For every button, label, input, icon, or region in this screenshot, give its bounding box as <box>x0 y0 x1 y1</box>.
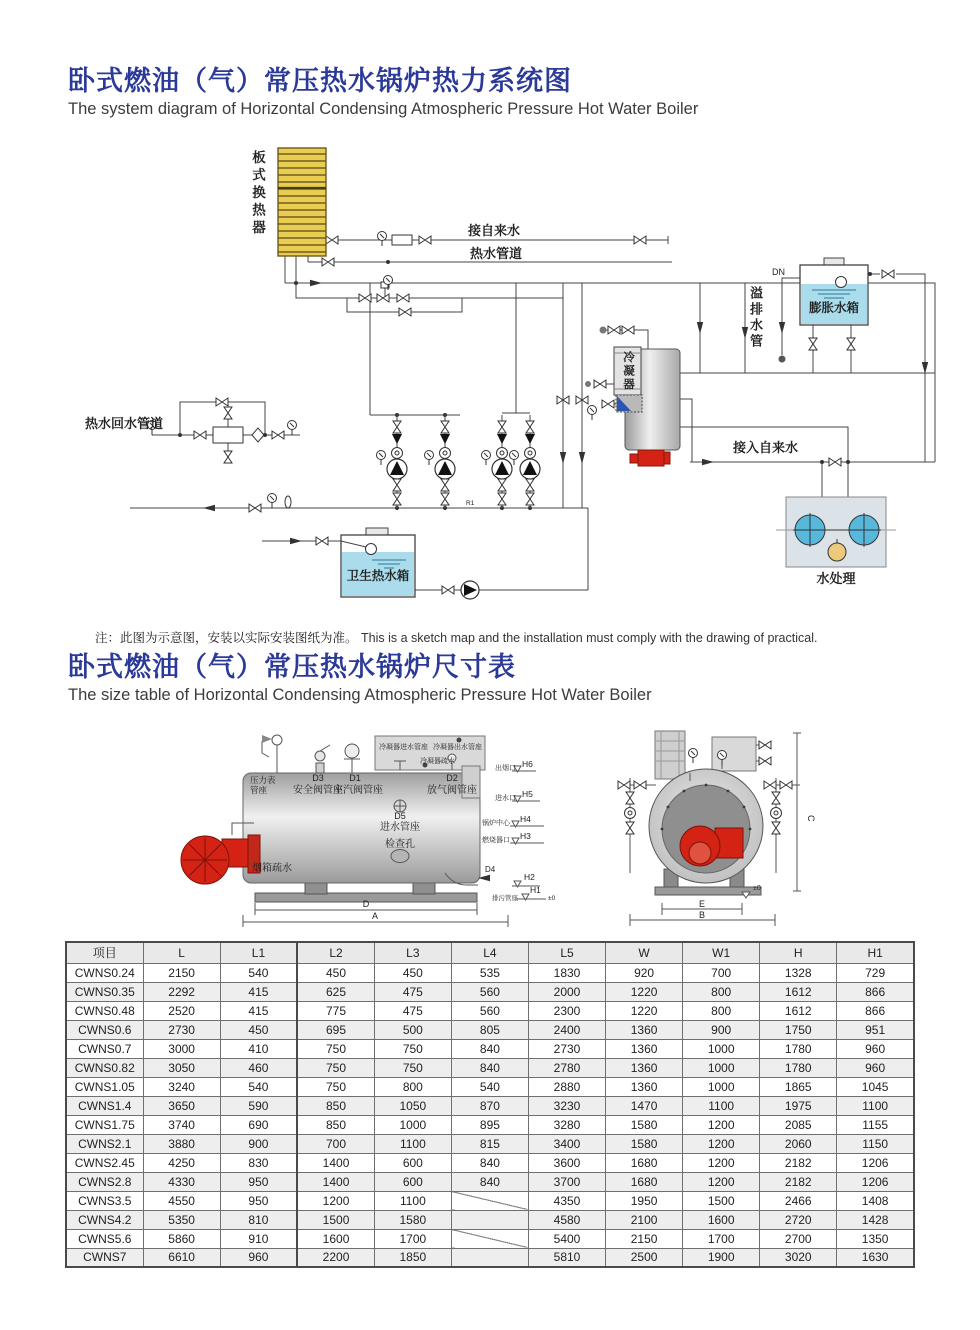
table-cell: 870 <box>451 1096 528 1115</box>
table-cell: 1100 <box>837 1096 914 1115</box>
table-header-row <box>66 942 914 963</box>
table-cell: 1206 <box>837 1172 914 1191</box>
table-cell: 3000 <box>143 1039 220 1058</box>
table-cell: 4330 <box>143 1172 220 1191</box>
table-cell: 1000 <box>374 1115 451 1134</box>
table-cell: 450 <box>220 1020 297 1039</box>
table-cell: 1580 <box>374 1210 451 1229</box>
table-cell: 951 <box>837 1020 914 1039</box>
table-cell: CWNS7 <box>66 1248 143 1267</box>
table-cell: 2100 <box>606 1210 683 1229</box>
table-cell: 3700 <box>528 1172 605 1191</box>
table-header-cell: L4 <box>451 942 528 963</box>
table-cell: 1328 <box>760 963 837 982</box>
table-cell: 4550 <box>143 1191 220 1210</box>
table-cell: 2500 <box>606 1248 683 1267</box>
label-d2: D2 <box>446 773 458 783</box>
table-cell: 750 <box>374 1039 451 1058</box>
table-cell: 3050 <box>143 1058 220 1077</box>
table-cell: 840 <box>451 1058 528 1077</box>
table-cell: 800 <box>683 982 760 1001</box>
table-cell: 3230 <box>528 1096 605 1115</box>
table-cell: 810 <box>220 1210 297 1229</box>
table-cell: 729 <box>837 963 914 982</box>
table-cell: 3280 <box>528 1115 605 1134</box>
table-cell: 2150 <box>606 1229 683 1248</box>
table-cell: 920 <box>606 963 683 982</box>
table-cell: 2700 <box>760 1229 837 1248</box>
table-cell: 625 <box>297 982 374 1001</box>
table-cell: 695 <box>297 1020 374 1039</box>
table-header-cell: W1 <box>683 942 760 963</box>
table-cell: 900 <box>683 1020 760 1039</box>
table-cell: 410 <box>220 1039 297 1058</box>
table-cell: 750 <box>297 1039 374 1058</box>
table-cell: 2880 <box>528 1077 605 1096</box>
table-cell: 535 <box>451 963 528 982</box>
table-cell: 775 <box>297 1001 374 1020</box>
table-cell: 1200 <box>683 1153 760 1172</box>
table-row <box>66 1153 914 1172</box>
table-cell: 1865 <box>760 1077 837 1096</box>
table-cell: 1155 <box>837 1115 914 1134</box>
table-cell: 815 <box>451 1134 528 1153</box>
table-header-cell: W <box>606 942 683 963</box>
table-cell: 840 <box>451 1153 528 1172</box>
table-cell: 1850 <box>374 1248 451 1267</box>
label-sanitary-tank: 卫生热水箱 <box>346 569 410 583</box>
label-h1: H1 <box>530 885 541 895</box>
table-cell: 1612 <box>760 982 837 1001</box>
label-plate-heat-exchanger: 板式换热器 <box>250 150 265 238</box>
label-expansion-tank: 膨胀水箱 <box>808 301 860 315</box>
table-cell: 600 <box>374 1153 451 1172</box>
burner-icon <box>630 450 670 466</box>
table-cell: 960 <box>837 1039 914 1058</box>
table-cell: 600 <box>374 1172 451 1191</box>
table-row <box>66 1077 914 1096</box>
label-smoke-outlet: 出烟口 <box>495 765 516 772</box>
table-cell: 840 <box>451 1039 528 1058</box>
table-cell: 1220 <box>606 982 683 1001</box>
table-cell: 2730 <box>143 1020 220 1039</box>
table-cell: 3740 <box>143 1115 220 1134</box>
table-cell: 2780 <box>528 1058 605 1077</box>
table-cell: 950 <box>220 1191 297 1210</box>
table-cell: 5860 <box>143 1229 220 1248</box>
table-cell: 900 <box>220 1134 297 1153</box>
table-cell: 475 <box>374 982 451 1001</box>
table-cell: 1350 <box>837 1229 914 1248</box>
table-cell: 950 <box>220 1172 297 1191</box>
table-header-cell: H <box>760 942 837 963</box>
table-cell: 540 <box>220 1077 297 1096</box>
table-cell: 700 <box>683 963 760 982</box>
table-cell: 450 <box>374 963 451 982</box>
table-cell: 1360 <box>606 1077 683 1096</box>
table-cell: 5810 <box>528 1248 605 1267</box>
table-cell: 450 <box>297 963 374 982</box>
label-inspection-hole: 检查孔 <box>385 839 415 850</box>
water-treatment-unit <box>776 497 896 567</box>
table-cell: 1500 <box>297 1210 374 1229</box>
table-cell: 1000 <box>683 1039 760 1058</box>
table-cell: 460 <box>220 1058 297 1077</box>
table-cell: CWNS0.82 <box>66 1058 143 1077</box>
table-cell: 1600 <box>297 1229 374 1248</box>
table-cell: 1050 <box>374 1096 451 1115</box>
table-cell: 500 <box>374 1020 451 1039</box>
table-header-cell: L <box>143 942 220 963</box>
table-row <box>66 1191 914 1210</box>
table-cell: 2200 <box>297 1248 374 1267</box>
label-condenser-inlet-seat: 冷凝器进水管座 <box>379 744 428 751</box>
table-cell: CWNS2.8 <box>66 1172 143 1191</box>
table-cell: 800 <box>683 1001 760 1020</box>
table-cell: 2730 <box>528 1039 605 1058</box>
label-dim-b: B <box>698 910 706 920</box>
table-cell: 1680 <box>606 1172 683 1191</box>
table-cell: 1700 <box>683 1229 760 1248</box>
table-cell: 540 <box>220 963 297 982</box>
table-row <box>66 1058 914 1077</box>
table-header-cell: L3 <box>374 942 451 963</box>
label-blowdown-seat: 排污管座 <box>492 895 518 902</box>
table-cell: 1580 <box>606 1115 683 1134</box>
table-cell: 2466 <box>760 1191 837 1210</box>
table-cell: 1900 <box>683 1248 760 1267</box>
table-cell: 960 <box>220 1248 297 1267</box>
table-cell: 895 <box>451 1115 528 1134</box>
label-burner-port: 燃烧器口 <box>482 837 510 844</box>
label-return-pipe: 热水回水管道 <box>85 416 164 431</box>
label-condenser-drain: 冷凝器疏水 <box>420 758 455 765</box>
table-cell: 560 <box>451 982 528 1001</box>
label-d5: D5 <box>394 811 406 821</box>
table-cell: 700 <box>297 1134 374 1153</box>
table-cell: 3600 <box>528 1153 605 1172</box>
table-cell: 960 <box>837 1058 914 1077</box>
table-cell: 415 <box>220 1001 297 1020</box>
table-cell-blank <box>451 1191 528 1210</box>
table-row <box>66 1039 914 1058</box>
table-cell: 750 <box>297 1077 374 1096</box>
table-row <box>66 1210 914 1229</box>
table-cell: 750 <box>297 1058 374 1077</box>
label-safety-valve-seat: 安全阀管座 <box>293 785 343 796</box>
table-cell: 866 <box>837 982 914 1001</box>
sketch-note-cn: 注：此图为示意图，安装以实际安装图纸为准。 <box>95 630 358 645</box>
table-row <box>66 1248 914 1267</box>
table-cell: 1600 <box>683 1210 760 1229</box>
table-row <box>66 1096 914 1115</box>
table-cell: 2060 <box>760 1134 837 1153</box>
table-cell: 840 <box>451 1172 528 1191</box>
label-dn: DN <box>772 267 785 277</box>
table-cell: 690 <box>220 1115 297 1134</box>
table-cell: 415 <box>220 982 297 1001</box>
table-cell: CWNS2.1 <box>66 1134 143 1153</box>
table-cell: 830 <box>220 1153 297 1172</box>
sketch-note <box>95 628 817 646</box>
table-cell: CWNS5.6 <box>66 1229 143 1248</box>
table-cell: 1100 <box>374 1191 451 1210</box>
label-zero: ±0 <box>548 895 556 902</box>
table-cell: 5400 <box>528 1229 605 1248</box>
table-cell: 4350 <box>528 1191 605 1210</box>
system-title-en: The system diagram of Horizontal Condensing Atmospheric Pressure Hot Water Boiler <box>68 100 699 119</box>
table-cell: 850 <box>297 1096 374 1115</box>
table-cell: 1400 <box>297 1172 374 1191</box>
table-cell: CWNS0.7 <box>66 1039 143 1058</box>
label-d1: D1 <box>349 773 361 783</box>
size-title-cn: 卧式燃油（气）常压热水锅炉尺寸表 <box>68 652 516 682</box>
label-boiler-center: 锅炉中心 <box>482 820 510 827</box>
sanitary-tank <box>341 528 415 597</box>
table-cell: 1200 <box>683 1115 760 1134</box>
front-view <box>618 731 801 926</box>
label-air-release-valve-seat: 放气阀管座 <box>427 785 477 796</box>
table-cell: 1220 <box>606 1001 683 1020</box>
table-cell: 2150 <box>143 963 220 982</box>
system-title-cn: 卧式燃油（气）常压热水锅炉热力系统图 <box>68 66 572 96</box>
table-cell: 6610 <box>143 1248 220 1267</box>
table-cell: 3650 <box>143 1096 220 1115</box>
table-cell: 1000 <box>683 1058 760 1077</box>
table-cell: 1580 <box>606 1134 683 1153</box>
table-cell: 1045 <box>837 1077 914 1096</box>
table-cell: 1100 <box>374 1134 451 1153</box>
plate-heat-exchanger <box>278 148 326 256</box>
label-overflow-pipe: 溢排水管 <box>748 286 763 350</box>
table-cell: 3240 <box>143 1077 220 1096</box>
label-water-treatment: 水处理 <box>816 571 856 586</box>
boiler-drawings <box>0 723 980 938</box>
label-h6: H6 <box>522 759 533 769</box>
table-cell: 2292 <box>143 982 220 1001</box>
table-cell: 1975 <box>760 1096 837 1115</box>
table-cell: CWNS3.5 <box>66 1191 143 1210</box>
table-cell: 1360 <box>606 1058 683 1077</box>
label-d4: D4 <box>485 865 496 874</box>
table-cell: 1680 <box>606 1153 683 1172</box>
table-cell-blank <box>451 1229 528 1248</box>
table-row <box>66 1020 914 1039</box>
label-dim-c: C <box>806 815 816 822</box>
label-h4: H4 <box>520 814 531 824</box>
table-cell: 1360 <box>606 1020 683 1039</box>
table-cell: 1150 <box>837 1134 914 1153</box>
system-diagram <box>0 132 980 610</box>
table-cell: CWNS4.2 <box>66 1210 143 1229</box>
table-cell: CWNS1.4 <box>66 1096 143 1115</box>
table-cell: 800 <box>374 1077 451 1096</box>
label-condenser-outlet-seat: 冷凝器出水管座 <box>433 744 482 751</box>
table-cell-blank <box>451 1248 528 1267</box>
table-cell: 590 <box>220 1096 297 1115</box>
label-h3: H3 <box>520 831 531 841</box>
table-cell: 2300 <box>528 1001 605 1020</box>
table-cell: 1200 <box>683 1134 760 1153</box>
label-dim-e: E <box>698 899 706 909</box>
label-main-steam-valve-seat: 主汽阀管座 <box>333 785 383 796</box>
table-cell: 2085 <box>760 1115 837 1134</box>
table-cell: 1200 <box>683 1172 760 1191</box>
table-cell: 1428 <box>837 1210 914 1229</box>
table-cell: 1630 <box>837 1248 914 1267</box>
table-cell: 1400 <box>297 1153 374 1172</box>
sketch-note-en: This is a sketch map and the installation must comply with the drawing of practical. <box>361 630 818 645</box>
size-section-header <box>68 652 652 706</box>
table-row <box>66 1134 914 1153</box>
table-cell: 2182 <box>760 1172 837 1191</box>
table-cell: CWNS1.75 <box>66 1115 143 1134</box>
table-cell: 1360 <box>606 1039 683 1058</box>
label-hot-water-pipe: 热水管道 <box>470 246 523 261</box>
table-cell: 1780 <box>760 1058 837 1077</box>
table-row <box>66 963 914 982</box>
table-cell: 1612 <box>760 1001 837 1020</box>
label-condenser: 冷凝器 <box>622 351 634 392</box>
table-cell: CWNS1.05 <box>66 1077 143 1096</box>
diagram-labels <box>85 223 859 586</box>
table-cell: 1950 <box>606 1191 683 1210</box>
table-cell: 475 <box>374 1001 451 1020</box>
table-cell: CWNS0.6 <box>66 1020 143 1039</box>
label-water-inlet: 进水口 <box>495 795 516 802</box>
label-zero-front: ±0 <box>753 885 761 892</box>
table-header-cell: L1 <box>220 942 297 963</box>
table-header-cell: H1 <box>837 942 914 963</box>
label-h2: H2 <box>524 872 535 882</box>
table-cell: 850 <box>297 1115 374 1134</box>
table-row <box>66 982 914 1001</box>
label-h5: H5 <box>522 789 533 799</box>
table-cell: 4250 <box>143 1153 220 1172</box>
label-smokebox-drain: 烟箱疏水 <box>252 863 292 874</box>
table-row <box>66 1115 914 1134</box>
table-cell: 866 <box>837 1001 914 1020</box>
table-cell: CWNS0.24 <box>66 963 143 982</box>
table-cell: 1700 <box>374 1229 451 1248</box>
table-cell: 1200 <box>297 1191 374 1210</box>
table-cell: 1500 <box>683 1191 760 1210</box>
table-cell: 2720 <box>760 1210 837 1229</box>
table-row <box>66 1172 914 1191</box>
table-cell: 1780 <box>760 1039 837 1058</box>
table-cell: CWNS0.48 <box>66 1001 143 1020</box>
table-cell: 1206 <box>837 1153 914 1172</box>
table-cell-blank <box>451 1210 528 1229</box>
table-cell: 3880 <box>143 1134 220 1153</box>
table-cell: 1408 <box>837 1191 914 1210</box>
table-cell: 2520 <box>143 1001 220 1020</box>
table-cell: 5350 <box>143 1210 220 1229</box>
table-row <box>66 1229 914 1248</box>
table-cell: 1830 <box>528 963 605 982</box>
table-cell: 1100 <box>683 1096 760 1115</box>
table-header-cell: L2 <box>297 942 374 963</box>
table-cell: CWNS0.35 <box>66 982 143 1001</box>
boiler-drawings-svg <box>0 723 980 938</box>
label-pressure-gauge-seat: 压力表管座 <box>250 775 276 796</box>
label-dim-a: A <box>371 911 379 921</box>
table-cell: 910 <box>220 1229 297 1248</box>
circulation-pumps <box>377 415 541 508</box>
label-tap-water-top: 接自来水 <box>468 223 521 238</box>
system-section-header <box>68 66 698 120</box>
label-dim-d: D <box>362 899 370 909</box>
size-table-wrap <box>65 941 915 1268</box>
label-d3: D3 <box>312 773 324 783</box>
table-cell: 805 <box>451 1020 528 1039</box>
table-cell: 2182 <box>760 1153 837 1172</box>
table-cell: 2400 <box>528 1020 605 1039</box>
table-cell: 1000 <box>683 1077 760 1096</box>
size-table <box>65 941 915 1268</box>
label-feed-water-seat: 进水管座 <box>380 822 420 833</box>
table-cell: 4580 <box>528 1210 605 1229</box>
system-diagram-svg <box>0 132 980 610</box>
table-cell: 3020 <box>760 1248 837 1267</box>
table-cell: 750 <box>374 1058 451 1077</box>
table-cell: 3400 <box>528 1134 605 1153</box>
table-cell: 540 <box>451 1077 528 1096</box>
size-title-en: The size table of Horizontal Condensing Atmospheric Pressure Hot Water Boiler <box>68 686 652 705</box>
table-cell: 2000 <box>528 982 605 1001</box>
table-header-cell: L5 <box>528 942 605 963</box>
label-r1: R1 <box>466 500 475 507</box>
label-tap-water-in: 接入自来水 <box>733 440 799 455</box>
table-cell: 1470 <box>606 1096 683 1115</box>
table-row <box>66 1001 914 1020</box>
table-cell: CWNS2.45 <box>66 1153 143 1172</box>
table-cell: 1750 <box>760 1020 837 1039</box>
table-cell: 560 <box>451 1001 528 1020</box>
table-header-cell: 项目 <box>66 942 143 963</box>
